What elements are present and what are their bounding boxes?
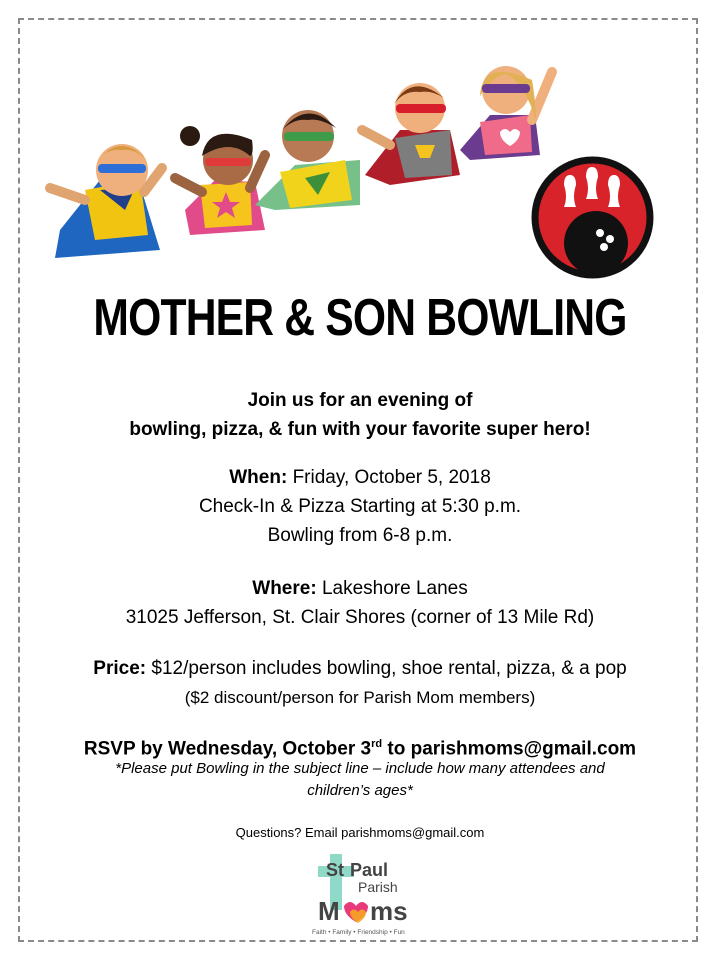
superhero-kids-illustration — [40, 60, 560, 270]
where-section — [0, 574, 720, 632]
intro-line-1: Join us for an evening of — [247, 390, 473, 411]
rsvp-prefix: RSVP by Wednesday, October 3 — [83, 738, 372, 760]
when-section — [0, 463, 720, 550]
bowling-time: Bowling from 6-8 p.m. — [267, 525, 453, 546]
logo-st: St — [326, 860, 344, 880]
price-detail: $12/person includes bowling, shoe rental, pizza, & a pop — [151, 658, 627, 679]
rsvp-suffix: rd — [371, 738, 383, 750]
venue-name: Lakeshore Lanes — [321, 578, 468, 599]
hero-kid-5 — [460, 66, 552, 160]
page-title: MOTHER & SON BOWLING — [93, 289, 627, 347]
when-label: When: — [229, 467, 288, 488]
logo-m: M — [318, 896, 340, 926]
price-label: Price: — [93, 658, 147, 679]
hero-kid-1 — [50, 144, 162, 258]
venue-address: 31025 Jefferson, St. Clair Shores (corner of 13 Mile Rd) — [125, 607, 595, 628]
where-label: Where: — [252, 578, 317, 599]
rsvp-note-line-2: children’s ages* — [307, 782, 413, 799]
price-section — [0, 654, 720, 712]
rsvp-email: to parishmoms@gmail.com — [387, 738, 637, 760]
logo-tagline: Faith • Family • Friendship • Fun — [312, 929, 405, 936]
hero-kid-4 — [362, 83, 460, 185]
hero-kid-3 — [255, 110, 360, 210]
logo-paul: Paul — [350, 860, 389, 880]
hero-kid-2 — [175, 126, 265, 235]
bowling-pins-ball-icon — [530, 155, 655, 280]
logo-parish: Parish — [358, 879, 398, 895]
st-paul-parish-moms-logo — [300, 852, 430, 938]
intro-line-2: bowling, pizza, & fun with your favorite super hero! — [129, 419, 591, 440]
rsvp-note — [0, 758, 720, 802]
checkin-time: Check-In & Pizza Starting at 5:30 p.m. — [198, 496, 522, 517]
questions-line: Questions? Email parishmoms@gmail.com — [235, 825, 485, 840]
logo-ms: ms — [370, 896, 408, 926]
intro-text — [0, 386, 720, 444]
rsvp-note-line-1: *Please put Bowling in the subject line – include how many attendees and — [115, 760, 605, 777]
price-discount: ($2 discount/person for Parish Mom members) — [184, 688, 536, 707]
when-date: Friday, October 5, 2018 — [292, 467, 491, 488]
